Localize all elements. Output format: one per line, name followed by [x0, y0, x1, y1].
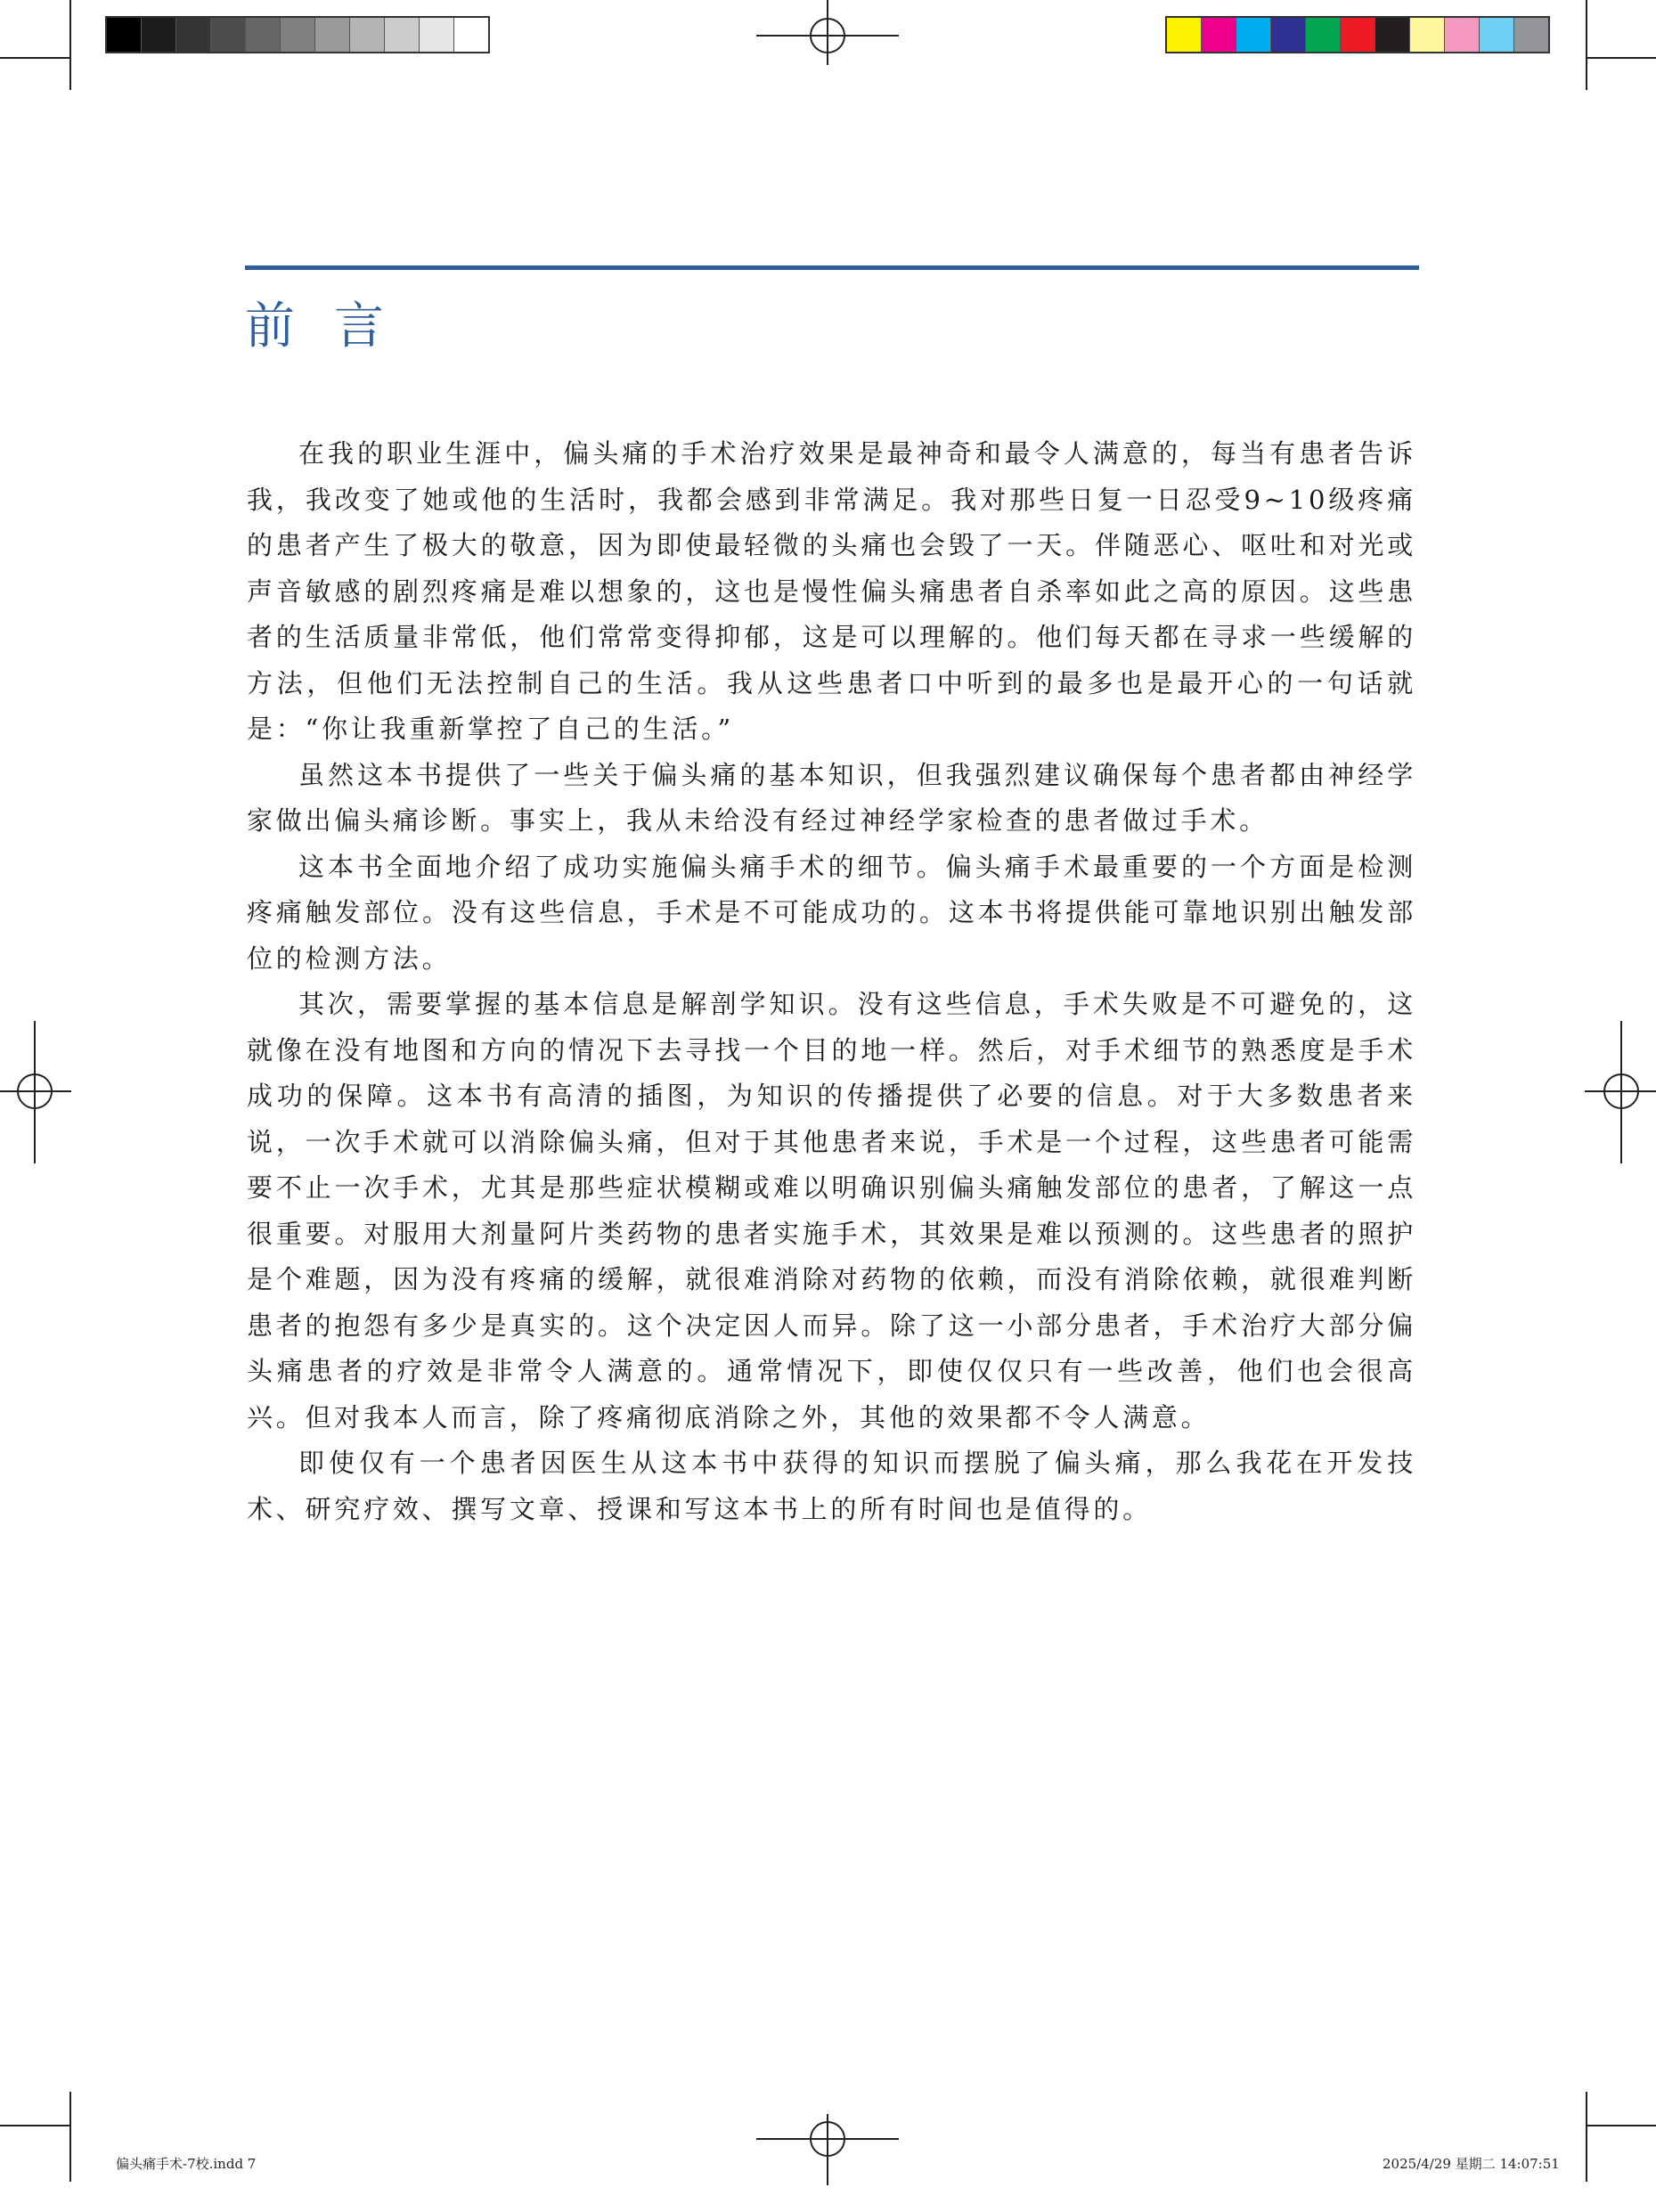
- preface-body: [247, 431, 1416, 1532]
- grayscale-swatch: [176, 18, 211, 52]
- grayscale-swatch: [350, 18, 385, 52]
- color-swatch: [1341, 18, 1375, 52]
- color-swatch: [1514, 18, 1548, 52]
- registration-mark-icon: [756, 0, 899, 94]
- grayscale-swatch: [107, 18, 142, 52]
- grayscale-swatch: [281, 18, 315, 52]
- color-swatch: [1167, 18, 1202, 52]
- color-swatch: [1236, 18, 1271, 52]
- slug-filename: 偏头痛手术-7校.indd 7: [116, 2156, 257, 2172]
- registration-mark-icon: [756, 2114, 899, 2212]
- paragraph: 虽然这本书提供了一些关于偏头痛的基本知识，但我强烈建议确保每个患者都由神经学家做出偏头痛诊断。事实上，我从未给没有经过神经学家检查的患者做过手术。: [247, 759, 1416, 836]
- color-swatch: [1202, 18, 1236, 52]
- color-swatch: [1480, 18, 1514, 52]
- page-title: [245, 287, 384, 358]
- title-char: 言: [334, 298, 384, 355]
- title-char: 前: [245, 298, 295, 355]
- grayscale-swatch: [385, 18, 420, 52]
- paragraph: 即使仅有一个患者因医生从这本书中获得的知识而摆脱了偏头痛，那么我花在开发技术、研究疗效、撰写文章、授课和写这本书上的所有时间也是值得的。: [247, 1448, 1416, 1524]
- grayscale-color-bar: [105, 16, 490, 53]
- grayscale-swatch: [211, 18, 246, 52]
- grayscale-swatch: [315, 18, 350, 52]
- grayscale-swatch: [142, 18, 176, 52]
- color-swatch: [1445, 18, 1480, 52]
- slug-timestamp: 2025/4/29 星期二 14:07:51: [1383, 2156, 1560, 2172]
- paragraph: 这本书全面地介绍了成功实施偏头痛手术的细节。偏头痛手术最重要的一个方面是检测疼痛触发部位。没有这些信息，手术是不可能成功的。这本书将提供能可靠地识别出触发部位的检测方法。: [247, 851, 1416, 974]
- process-color-bar: [1165, 16, 1550, 53]
- color-swatch: [1271, 18, 1306, 52]
- grayscale-swatch: [420, 18, 454, 52]
- title-rule: [245, 265, 1419, 270]
- color-swatch: [1375, 18, 1410, 52]
- color-swatch: [1306, 18, 1341, 52]
- grayscale-swatch: [246, 18, 281, 52]
- registration-mark-icon: [1585, 1021, 1656, 1163]
- paragraph: 其次，需要掌握的基本信息是解剖学知识。没有这些信息，手术失败是不可避免的，这就像在没有地图和方向的情况下去寻找一个目的地一样。然后，对手术细节的熟悉度是手术成功的保障。这本书有高清的插图，为知识的传播提供了必要的信息。对于大多数患者来说，一次手术就可以消除偏头痛，但对于其他患者来说，手术是一个过程，这些患者可能需要不止一次手术，尤其是那些症状模糊或难以明确识别偏头痛触发部位的患者，了解这一点很重要。对服用大剂量阿片类药物的患者实施手术，其效果是难以预测的。这些患者的照护是个难题，因为没有疼痛的缓解，就很难消除对药物的依赖，而没有消除依赖，就很难判断患者的抱怨有多少是真实的。这个决定因人而异。除了这一小部分患者，手术治疗大部分偏头痛患者的疗效是非常令人满意的。通常情况下，即使仅仅只有一些改善，他们也会很高兴。但对我本人而言，除了疼痛彻底消除之外，其他的效果都不令人满意。: [247, 989, 1416, 1432]
- paragraph: 在我的职业生涯中，偏头痛的手术治疗效果是最神奇和最令人满意的，每当有患者告诉我，我改变了她或他的生活时，我都会感到非常满足。我对那些日复一日忍受9~10级疼痛的患者产生了极大的敬意，因为即使最轻微的头痛也会毁了一天。伴随恶心、呕吐和对光或声音敏感的剧烈疼痛是难以想象的，这也是慢性偏头痛患者自杀率如此之高的原因。这些患者的生活质量非常低，他们常常变得抑郁，这是可以理解的。他们每天都在寻求一些缓解的方法，但他们无法控制自己的生活。我从这些患者口中听到的最多也是最开心的一句话就是：“你让我重新掌控了自己的生活。”: [247, 438, 1416, 744]
- color-swatch: [1410, 18, 1445, 52]
- grayscale-swatch: [454, 18, 488, 52]
- registration-mark-icon: [0, 1021, 71, 1163]
